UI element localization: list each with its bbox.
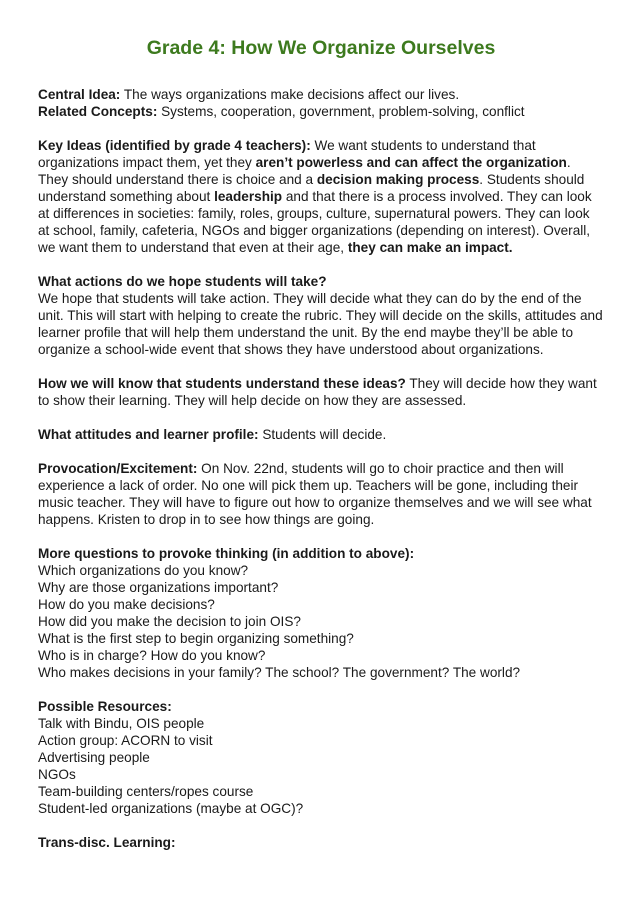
list-item: Why are those organizations important?: [38, 580, 279, 595]
list-item: Action group: ACORN to visit: [38, 733, 213, 748]
attitudes-section: [38, 426, 604, 443]
key-ideas-text-1: We want students to understand that organizations impact them, yet they: [38, 138, 536, 170]
list-item: Which organizations do you know?: [38, 563, 249, 578]
central-idea-text: The ways organizations make decisions affect our lives.: [120, 87, 460, 102]
resources-heading: [38, 698, 604, 715]
related-concepts-text: Systems, cooperation, government, problem-solving, conflict: [157, 104, 525, 119]
know-text: They will decide how they want to show their learning. They will help decide on how they are assessed.: [38, 376, 597, 408]
key-ideas-bold-4: they can make an impact.: [347, 240, 513, 255]
key-ideas-bold-2: decision making process: [316, 172, 480, 187]
provocation-text: On Nov. 22nd, students will go to choir practice and then will experience a lack of order. No one will pick them up. Teachers will be gone, including their music teacher. They will have to figure out how to organize themselves and we will see what happens. Kristen to drop in to see how things are going.: [38, 461, 592, 527]
know-label: How we will know that students understand these ideas?: [38, 376, 406, 391]
key-ideas-text-3: . Students should understand something about: [38, 172, 585, 204]
list-item: Student-led organizations (maybe at OGC)?: [38, 801, 304, 816]
key-ideas: [38, 137, 604, 256]
list-item: Talk with Bindu, OIS people: [38, 716, 205, 731]
spacer: [38, 443, 604, 460]
key-ideas-bold-3: leadership: [214, 189, 283, 204]
resources-list: [38, 715, 604, 817]
related-concepts: [38, 103, 604, 120]
questions-heading: [38, 545, 604, 562]
trans-disc-heading: [38, 834, 604, 851]
attitudes-text: Students will decide.: [258, 427, 387, 442]
list-item: How did you make the decision to join OIS?: [38, 614, 301, 629]
list-item: What is the first step to begin organizing something?: [38, 631, 354, 646]
actions-text: We hope that students will take action. They will decide what they can do by the end of the unit. This will start with helping to create the rubric. They will decide on the skills, attitudes and learner profile that will help them understand the unit. By the end maybe they’ll be able to organize a school-wide event that shows they have understood about organizations.: [38, 291, 603, 357]
attitudes-label: What attitudes and learner profile:: [38, 427, 259, 442]
spacer: [38, 681, 604, 698]
list-item: Who is in charge? How do you know?: [38, 648, 266, 663]
spacer: [38, 358, 604, 375]
list-item: Who makes decisions in your family? The school? The government? The world?: [38, 665, 521, 680]
key-ideas-text-4: and that there is a process involved. They can look at differences in societies: family, roles, groups, culture, supernatural powers. They can look at school, family, cafeteria, NGOs and bigger organizations (depending on interest). Overall, we want them to understand that even at their age,: [38, 189, 592, 255]
page-title: Grade 4: How We Organize Ourselves: [146, 37, 496, 59]
document-page: [38, 34, 604, 851]
central-idea-label: Central Idea:: [38, 87, 121, 102]
actions-heading-text: What actions do we hope students will take?: [38, 274, 327, 289]
questions-list: [38, 562, 604, 681]
central-idea: [38, 86, 604, 103]
spacer: [38, 409, 604, 426]
spacer: [38, 817, 604, 834]
resources-heading-text: Possible Resources:: [38, 699, 172, 714]
know-section: [38, 375, 604, 409]
list-item: NGOs: [38, 767, 76, 782]
list-item: Team-building centers/ropes course: [38, 784, 254, 799]
spacer: [38, 120, 604, 137]
related-concepts-label: Related Concepts:: [38, 104, 158, 119]
list-item: How do you make decisions?: [38, 597, 215, 612]
trans-disc-heading-text: Trans-disc. Learning:: [38, 835, 176, 850]
provocation-section: [38, 460, 604, 528]
key-ideas-bold-1: aren’t powerless and can affect the organization: [255, 155, 567, 170]
spacer: [38, 256, 604, 273]
list-item: Advertising people: [38, 750, 150, 765]
questions-heading-text: More questions to provoke thinking (in addition to above):: [38, 546, 415, 561]
key-ideas-text-2: . They should understand there is choice and a: [38, 155, 571, 187]
key-ideas-label: Key Ideas (identified by grade 4 teachers):: [38, 138, 311, 153]
spacer: [38, 528, 604, 545]
actions-heading: [38, 273, 604, 290]
provocation-label: Provocation/Excitement:: [38, 461, 198, 476]
